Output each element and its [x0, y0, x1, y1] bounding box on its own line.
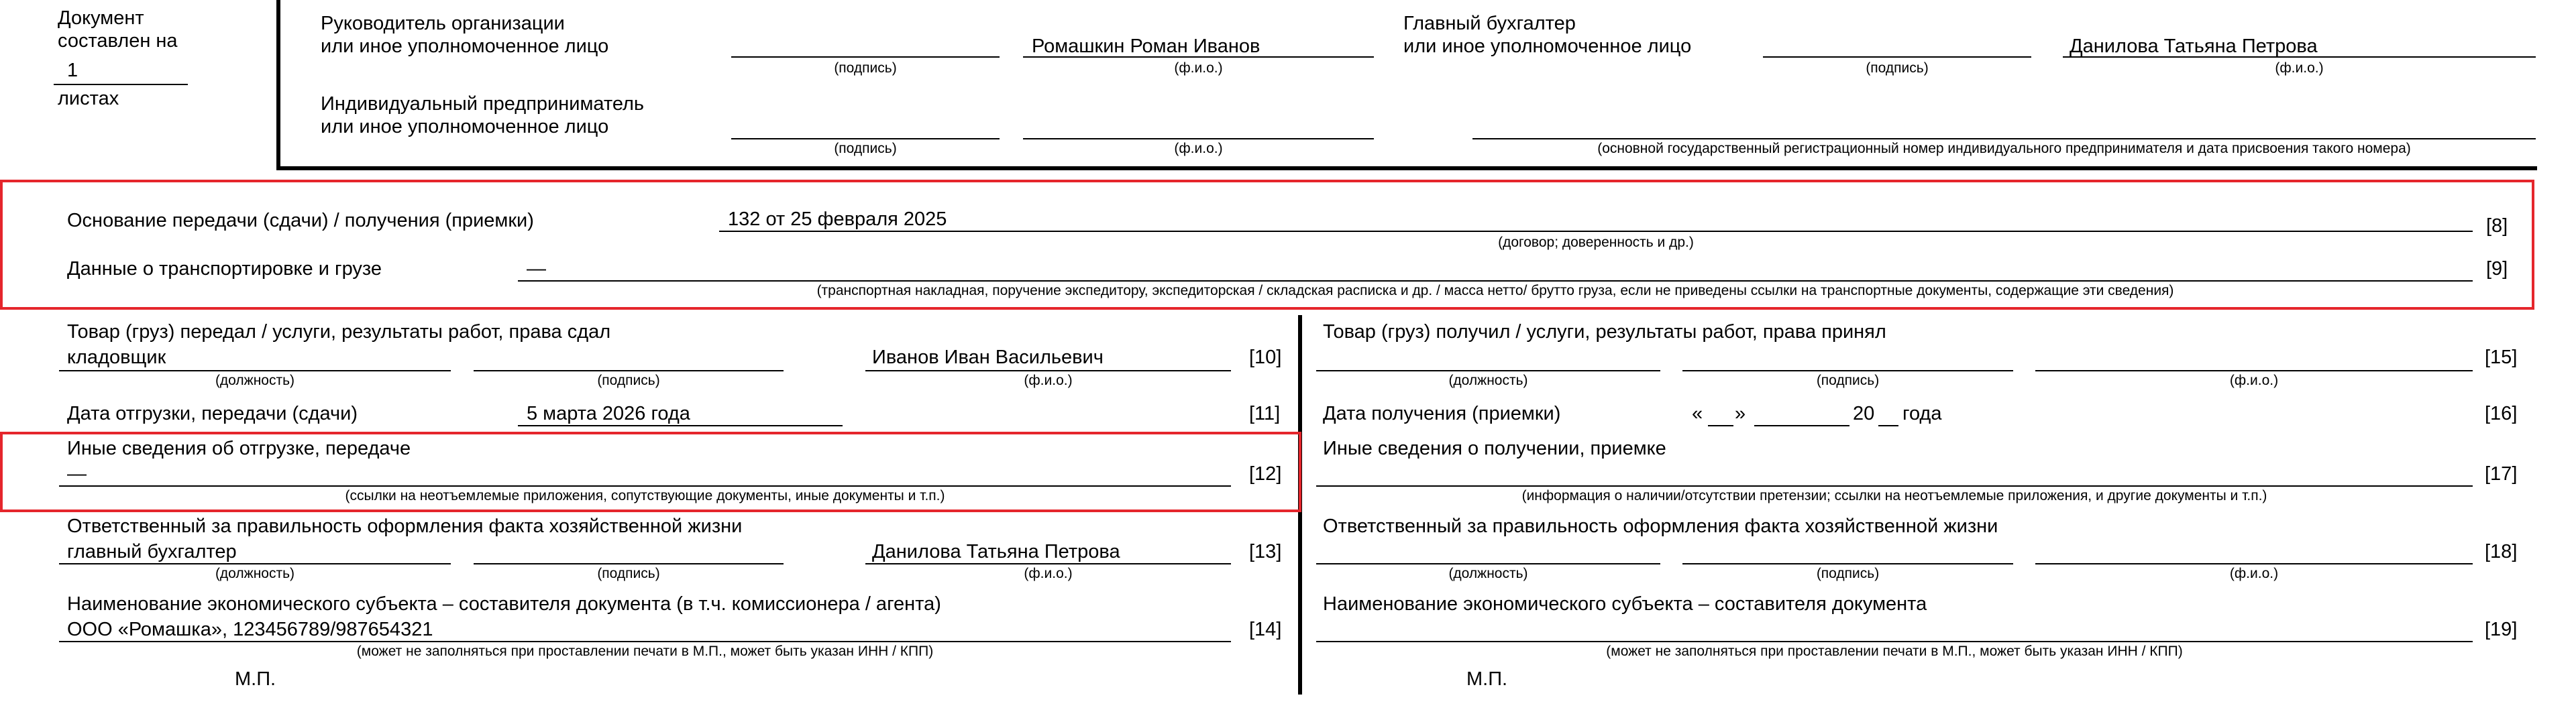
chief-fio-caption: (ф.и.о.)	[2275, 60, 2324, 76]
resp-fio-line-left	[865, 563, 1231, 564]
basis-value: 132 от 25 февраля 2025	[728, 208, 947, 230]
pages-count-line	[54, 84, 188, 85]
recv-fio-caption: (ф.и.о.)	[2229, 373, 2279, 388]
handed-position: кладовщик	[67, 347, 166, 368]
number-12: [12]	[1249, 463, 1282, 485]
number-15: [15]	[2485, 347, 2518, 368]
handed-signature-caption: (подпись)	[597, 373, 660, 388]
ship-date-value: 5 марта 2026 года	[527, 403, 690, 424]
resp-position-line-left	[59, 563, 451, 564]
resp-label-left: Ответственный за правильность оформления факта хозяйственной жизни	[67, 516, 743, 537]
resp-position-line-right	[1316, 563, 1660, 564]
ent-ogrnip-line	[1472, 138, 2536, 139]
transport-line	[518, 280, 2473, 282]
other-receipt-label: Иные сведения о получении, приемке	[1323, 438, 1666, 459]
number-19: [19]	[2485, 619, 2518, 640]
doc-pages-label: Документ составлен на	[58, 7, 178, 52]
recv-signature-line	[1682, 370, 2013, 371]
ent-fio-caption: (ф.и.о.)	[1174, 141, 1223, 156]
transport-number: [9]	[2486, 258, 2508, 280]
recv-day-line	[1708, 425, 1733, 426]
handed-position-caption: (должность)	[215, 373, 295, 388]
header-frame-left	[276, 0, 280, 170]
number-11: [11]	[1249, 403, 1281, 424]
other-shipment-caption: (ссылки на неотъемлемые приложения, сопутствующие документы, иные документы и т.п.)	[345, 488, 945, 503]
chief-signature-caption: (подпись)	[1866, 60, 1929, 76]
resp-position-left: главный бухгалтер	[67, 541, 237, 562]
recv-year-line	[1878, 425, 1898, 426]
resp-position-caption-left: (должность)	[215, 566, 295, 581]
chief-signature-line	[1763, 56, 2031, 58]
basis-number: [8]	[2486, 215, 2508, 237]
number-16: [16]	[2485, 403, 2518, 424]
number-14: [14]	[1249, 619, 1282, 640]
ent-ogrnip-caption: (основной государственный регистрационный номер индивидуального предпринимателя и дата присвоения такого номера)	[1597, 141, 2411, 156]
doc-pages-count: 1	[67, 60, 78, 81]
ship-date-label: Дата отгрузки, передачи (сдачи)	[67, 403, 358, 424]
recv-year-word: года	[1902, 403, 1942, 424]
entity-line-left	[59, 641, 1231, 642]
transport-value: —	[527, 258, 546, 280]
recv-fio-line	[2035, 370, 2473, 371]
entity-caption-right: (может не заполняться при проставлении печати в М.П., может быть указан ИНН / КПП)	[1606, 644, 2183, 659]
recv-year-prefix: 20	[1853, 403, 1875, 424]
other-receipt-caption: (информация о наличии/отсутствии претензии; ссылки на неотъемлемые приложения, и другие документы и т.п.)	[1521, 488, 2267, 503]
handed-signature-line	[474, 370, 784, 371]
head-signature-caption: (подпись)	[834, 60, 897, 76]
transport-label: Данные о транспортировке и грузе	[67, 258, 382, 280]
other-receipt-line	[1316, 485, 2473, 487]
resp-signature-caption-right: (подпись)	[1816, 566, 1880, 581]
ent-fio-line	[1023, 138, 1374, 139]
number-10: [10]	[1249, 347, 1282, 368]
entity-value-left: ООО «Ромашка», 123456789/987654321	[67, 619, 433, 640]
chief-fio-line	[2063, 56, 2536, 58]
handed-label: Товар (груз) передал / услуги, результаты работ, права сдал	[67, 321, 611, 343]
resp-signature-line-left	[474, 563, 784, 564]
doc-pages-word: листах	[58, 88, 119, 109]
recv-quote-open: «	[1692, 403, 1703, 424]
number-17: [17]	[2485, 463, 2518, 485]
entity-label-left: Наименование экономического субъекта – составителя документа (в т.ч. комиссионера / агента)	[67, 593, 941, 615]
handed-name: Иванов Иван Васильевич	[872, 347, 1104, 368]
number-18: [18]	[2485, 541, 2518, 562]
basis-caption: (договор; доверенность и др.)	[1498, 235, 1694, 250]
head-fio-caption: (ф.и.о.)	[1174, 60, 1223, 76]
entity-caption-left: (может не заполняться при проставлении печати в М.П., может быть указан ИНН / КПП)	[356, 644, 934, 659]
entity-label-right: Наименование экономического субъекта – составителя документа	[1323, 593, 1927, 615]
header-frame-bottom	[276, 166, 2537, 170]
resp-position-caption-right: (должность)	[1448, 566, 1528, 581]
resp-label-right: Ответственный за правильность оформления факта хозяйственной жизни	[1323, 516, 1998, 537]
other-shipment-line	[59, 485, 1231, 487]
ship-date-line	[518, 425, 843, 426]
resp-name-left: Данилова Татьяна Петрова	[872, 541, 1120, 562]
resp-fio-caption-left: (ф.и.о.)	[1024, 566, 1073, 581]
resp-fio-line-right	[2035, 563, 2473, 564]
head-name: Ромашкин Роман Иванов	[1032, 36, 1260, 57]
ent-signature-caption: (подпись)	[834, 141, 897, 156]
resp-signature-caption-left: (подпись)	[597, 566, 660, 581]
other-shipment-label: Иные сведения об отгрузке, передаче	[67, 438, 411, 459]
recv-month-line	[1754, 425, 1849, 426]
resp-fio-caption-right: (ф.и.о.)	[2229, 566, 2279, 581]
entity-line-right	[1316, 641, 2473, 642]
stamp-right: М.П.	[1466, 668, 1508, 690]
head-signature-line	[731, 56, 1000, 58]
received-label: Товар (груз) получил / услуги, результаты работ, права принял	[1323, 321, 1886, 343]
handed-fio-line	[865, 370, 1231, 371]
head-fio-line	[1023, 56, 1374, 58]
transport-caption: (транспортная накладная, поручение экспедитору, экспедиторская / складская расписка и др. / масса нетто/ брутто груза, если не приведены ссылки на транспортные документы, содержащие эти сведения)	[816, 283, 2174, 298]
resp-signature-line-right	[1682, 563, 2013, 564]
chief-accountant-label: Главный бухгалтер или иное уполномоченное лицо	[1403, 13, 1692, 57]
number-13: [13]	[1249, 541, 1282, 562]
recv-position-line	[1316, 370, 1660, 371]
basis-line	[719, 231, 2473, 232]
handed-fio-caption: (ф.и.о.)	[1024, 373, 1073, 388]
other-shipment-value: —	[67, 463, 87, 485]
chief-accountant-name: Данилова Татьяна Петрова	[2070, 36, 2318, 57]
recv-position-caption: (должность)	[1448, 373, 1528, 388]
recv-quote-close: »	[1735, 403, 1746, 424]
stamp-left: М.П.	[235, 668, 276, 690]
entrepreneur-label: Индивидуальный предприниматель или иное уполномоченное лицо	[321, 93, 645, 137]
handed-position-line	[59, 370, 451, 371]
recv-date-label: Дата получения (приемки)	[1323, 403, 1561, 424]
basis-label: Основание передачи (сдачи) / получения (приемки)	[67, 210, 534, 231]
head-label: Руководитель организации или иное уполномоченное лицо	[321, 13, 609, 57]
recv-signature-caption: (подпись)	[1816, 373, 1880, 388]
ent-signature-line	[731, 138, 1000, 139]
